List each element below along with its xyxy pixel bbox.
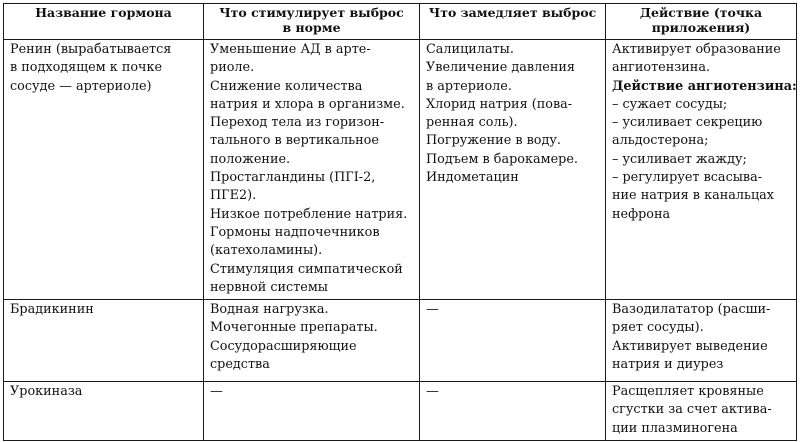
cell-line: — (426, 384, 439, 400)
cell-line: – усиливает секрецию (612, 115, 763, 131)
cell-action-urokinase (606, 382, 797, 441)
cell-line: — (210, 384, 223, 400)
table-row-urokinase (4, 382, 797, 441)
cell-line: Хлорид натрия (пова- (426, 96, 573, 112)
cell-action-renin (606, 40, 797, 300)
cell-line: ангиотензина. (612, 60, 711, 76)
cell-line: Брадикинин (10, 302, 94, 318)
hormone-table (3, 3, 797, 441)
cell-line-subheading: Действие ангиотензина: (612, 78, 797, 94)
cell-line: ренная соль). (426, 115, 518, 131)
cell-line: ние натрия в канальцах (612, 188, 775, 204)
cell-line: Переход тела из горизон- (210, 115, 385, 131)
cell-line: Вазодилататор (расши- (612, 302, 771, 318)
table-row-renin (4, 40, 797, 300)
cell-line: — (426, 302, 439, 318)
header-action: Действие (точка приложения) (606, 4, 797, 40)
cell-line: натрия и хлора в организме. (210, 96, 405, 112)
cell-line: Подъем в барокамере. (426, 151, 578, 167)
cell-stimulates-urokinase (204, 382, 420, 441)
cell-line: Увеличение давления (426, 60, 575, 76)
cell-line: ряет сосуды). (612, 320, 704, 336)
cell-line: Активирует образование (612, 42, 781, 57)
cell-line: риоле. (210, 60, 255, 76)
cell-line: Мочегонные препараты. (210, 320, 378, 336)
cell-line: средства (210, 357, 270, 373)
cell-line: Снижение количества (210, 78, 363, 94)
cell-line: Водная нагрузка. (210, 302, 329, 318)
cell-line: тального в вертикальное (210, 133, 379, 149)
cell-line: ции плазминогена (612, 420, 738, 436)
cell-inhibits-bradykinin (420, 300, 606, 382)
header-stimulates: Что стимулирует выброс в норме (204, 4, 420, 40)
header-row (4, 4, 797, 40)
cell-line: Уменьшение АД в арте- (210, 42, 371, 57)
cell-line: сосуде — артериоле) (10, 78, 152, 94)
cell-line: Стимуляция симпатической (210, 261, 403, 277)
cell-line: Урокиназа (10, 384, 83, 400)
cell-hormone-renin (4, 40, 204, 300)
cell-line: альдостерона; (612, 133, 709, 149)
cell-line: нервной системы (210, 279, 328, 295)
cell-line: положение. (210, 151, 291, 167)
cell-line: – регулирует всасыва- (612, 170, 763, 186)
cell-line: Салицилаты. (426, 42, 514, 57)
cell-line: Сосудорасширяющие (210, 338, 357, 354)
cell-hormone-urokinase (4, 382, 204, 441)
cell-line: натрия и диурез (612, 357, 724, 373)
cell-stimulates-renin (204, 40, 420, 300)
cell-line: Погружение в воду. (426, 133, 561, 149)
cell-line: Низкое потребление натрия. (210, 206, 408, 222)
cell-line: Простагландины (ПГI-2, (210, 170, 376, 186)
cell-inhibits-urokinase (420, 382, 606, 441)
cell-line: в подходящем к почке (10, 60, 163, 76)
cell-line: – усиливает жажду; (612, 151, 747, 167)
cell-line: в артериоле. (426, 78, 512, 94)
cell-hormone-bradykinin (4, 300, 204, 382)
header-inhibits: Что замедляет выброс (420, 4, 606, 40)
cell-line: ПГЕ2). (210, 188, 257, 204)
cell-inhibits-renin (420, 40, 606, 300)
cell-line: нефрона (612, 206, 671, 222)
cell-stimulates-bradykinin (204, 300, 420, 382)
cell-action-bradykinin (606, 300, 797, 382)
cell-line: Активирует выведение (612, 338, 768, 354)
cell-line: Расщепляет кровяные (612, 384, 764, 400)
cell-line: Ренин (вырабатывается (10, 42, 172, 57)
cell-line: Гормоны надпочечников (210, 224, 380, 240)
table-row-bradykinin (4, 300, 797, 382)
cell-line: – сужает сосуды; (612, 96, 728, 112)
cell-line: (катехоламины). (210, 243, 323, 259)
cell-line: Индометацин (426, 170, 519, 186)
cell-line: сгустки за счет актива- (612, 402, 772, 418)
header-hormone-name: Название гормона (4, 4, 204, 40)
